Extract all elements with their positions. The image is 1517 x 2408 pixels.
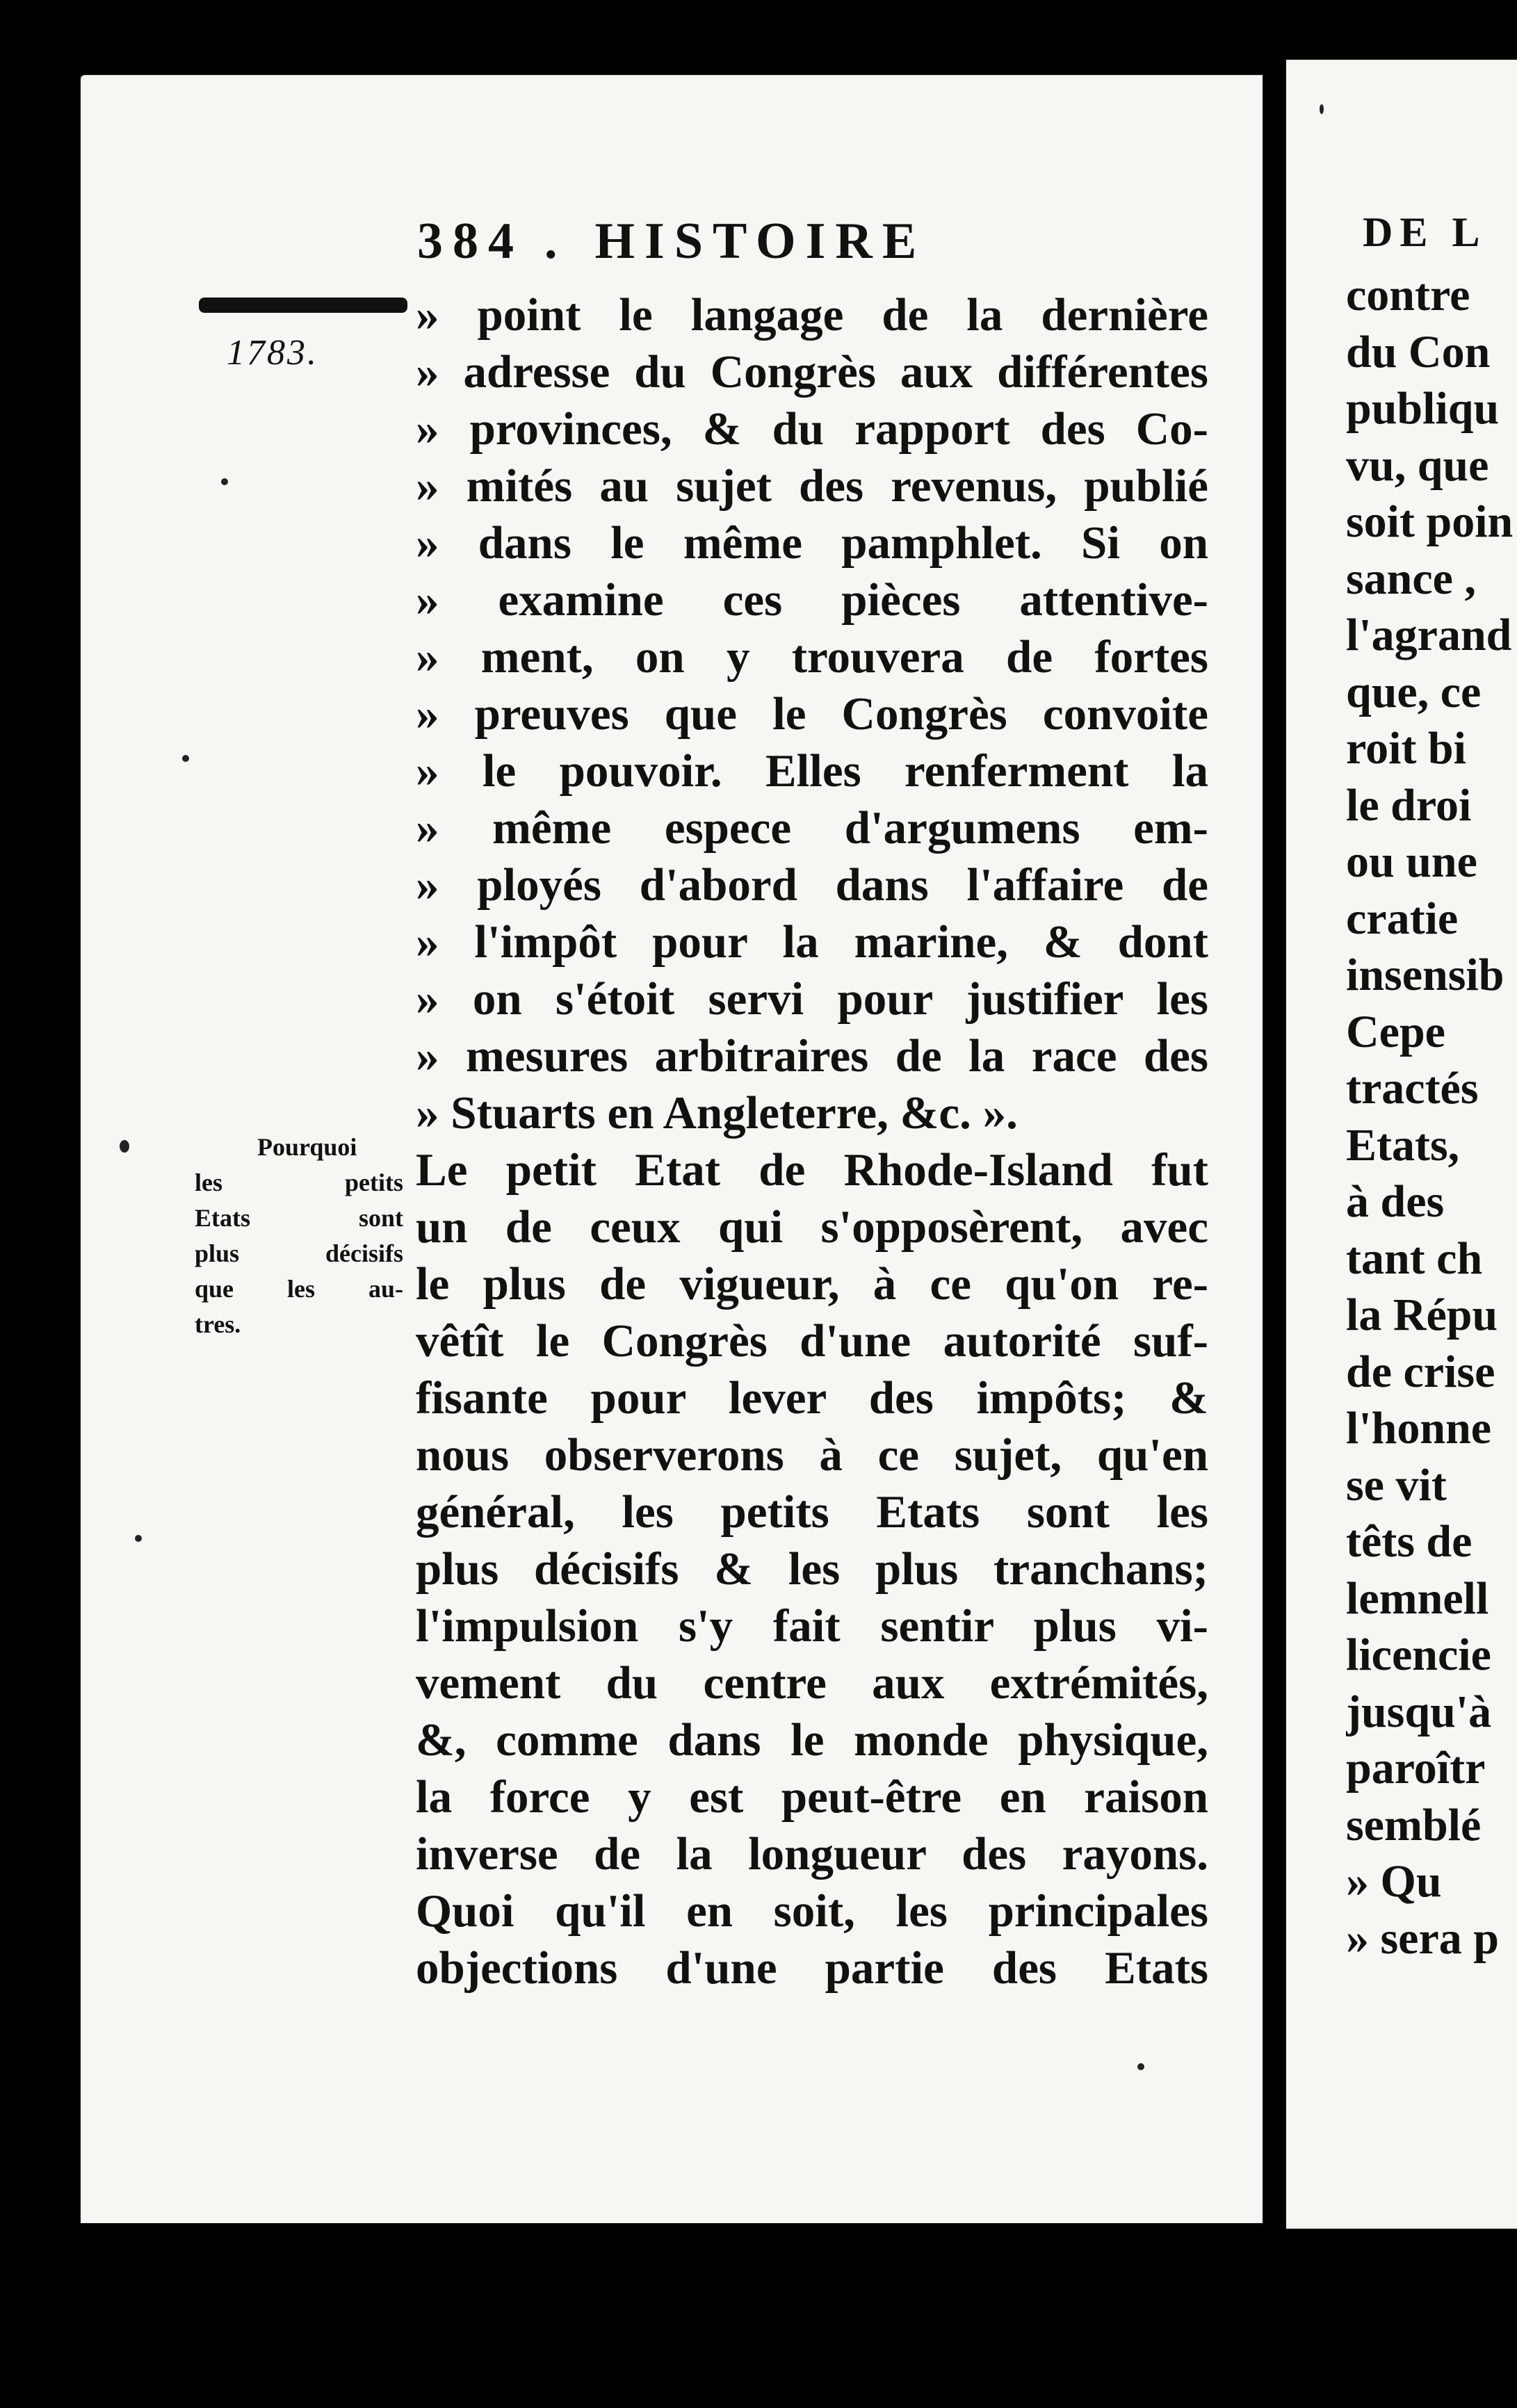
running-header-right: DE L [1363,209,1487,255]
text-line: » Stuarts en Angleterre, &c. ». [416,1087,1018,1139]
margin-note-line: plus décisifs [195,1239,403,1267]
text-line: Le petit Etat de Rhode-Island fut [416,1144,1208,1196]
text-line: » mesures arbitraires de la race des [416,1030,1208,1082]
ink-speck [135,1535,142,1542]
margin-note [195,1130,403,1342]
text-line: plus décisifs & les plus tranchans; [416,1543,1208,1595]
text-line: » ployés d'abord dans l'affaire de [416,859,1208,911]
text-line: » mités au sujet des revenus, publié [416,460,1208,512]
text-line: » provinces, & du rapport des Co- [416,403,1208,455]
right-text-line: publiqu [1346,383,1500,434]
right-text-line: cratie [1346,893,1459,944]
header-rule [199,298,407,313]
text-line: l'impulsion s'y fait sentir plus vi- [416,1600,1208,1652]
right-text-line: la Répu [1346,1290,1498,1340]
ink-speck [1320,104,1324,114]
text-line: le plus de vigueur, à ce qu'on re- [416,1258,1208,1310]
right-text-line: à des [1346,1176,1445,1227]
text-line: » adresse du Congrès aux différentes [416,346,1208,398]
text-line: un de ceux qui s'opposèrent, avec [416,1201,1208,1253]
right-page-text [1346,267,1517,1967]
text-line: » ment, on y trouvera de fortes [416,631,1208,683]
right-text-line: contre [1346,270,1470,320]
right-text-line: roit bi [1346,723,1466,774]
text-line: nous observerons à ce sujet, qu'en [416,1429,1208,1481]
margin-year: 1783. [227,333,318,373]
right-text-line: Cepe [1346,1006,1445,1057]
text-line: » examine ces pièces attentive- [416,574,1208,626]
text-line: fisante pour lever des impôts; & [416,1372,1208,1424]
right-text-line: l'honne [1346,1403,1492,1454]
right-text-line: ou une [1346,836,1477,887]
text-line: » l'impôt pour la marine, & dont [416,916,1208,968]
body-text [416,286,1208,1996]
right-text-line: que, ce [1346,666,1482,717]
right-text-line: le droi [1346,779,1472,831]
ink-speck [182,755,189,762]
right-text-line: têts de [1346,1516,1473,1567]
right-text-line: du Con [1346,326,1491,377]
text-line: » le pouvoir. Elles renferment la [416,745,1208,797]
text-line: objections d'une partie des Etats [416,1942,1208,1994]
margin-note-line: Etats sont [195,1204,403,1232]
margin-note-line: tres. [195,1310,241,1338]
margin-note-line: les petits [195,1169,403,1196]
text-line: la force y est peut-être en raison [416,1771,1208,1823]
right-text-line: » sera p [1346,1912,1499,1964]
page-number: 384 [417,213,524,270]
running-head-title: HISTOIRE [594,213,927,270]
text-line: » même espece d'argumens em- [416,802,1208,854]
running-header-left [417,212,926,271]
ink-speck [221,478,228,485]
header-separator: . [544,213,567,270]
right-text-line: » Qu [1346,1856,1442,1907]
right-text-line: tractés [1346,1063,1479,1114]
text-line: » preuves que le Congrès convoite [416,688,1208,740]
text-line: » point le langage de la dernière [416,289,1208,341]
right-text-line: l'agrand [1346,610,1512,660]
text-line: général, les petits Etats sont les [416,1486,1208,1538]
ink-speck [120,1140,129,1153]
right-text-line: soit poin [1346,496,1514,547]
margin-note-line: que les au- [195,1275,403,1303]
text-line: vêtît le Congrès d'une autorité suf- [416,1315,1208,1367]
right-text-line: se vit [1346,1459,1447,1511]
right-text-line: Etats, [1346,1119,1460,1171]
right-text-line: licencie [1346,1629,1491,1680]
right-text-line: paroîtr [1346,1743,1486,1793]
right-text-line: vu, que [1346,439,1489,491]
right-text-line: jusqu'à [1346,1686,1492,1737]
text-line: » on s'étoit servi pour justifier les [416,973,1208,1025]
right-text-line: sance , [1346,553,1476,604]
right-text-line: de crise [1346,1346,1495,1397]
margin-note-line: Pourquoi [257,1133,357,1161]
text-line: » dans le même pamphlet. Si on [416,517,1208,569]
right-text-line: lemnell [1346,1572,1489,1624]
text-line: Quoi qu'il en soit, les principales [416,1885,1208,1937]
ink-speck [1137,2063,1144,2070]
text-line: vement du centre aux extrémités, [416,1657,1208,1709]
book-gutter [1263,60,1286,2270]
right-text-line: insensib [1346,950,1504,1000]
text-line: &, comme dans le monde physique, [416,1714,1208,1766]
text-line: inverse de la longueur des rayons. [416,1828,1208,1880]
right-text-line: tant ch [1346,1233,1483,1284]
right-text-line: semblé [1346,1799,1482,1850]
